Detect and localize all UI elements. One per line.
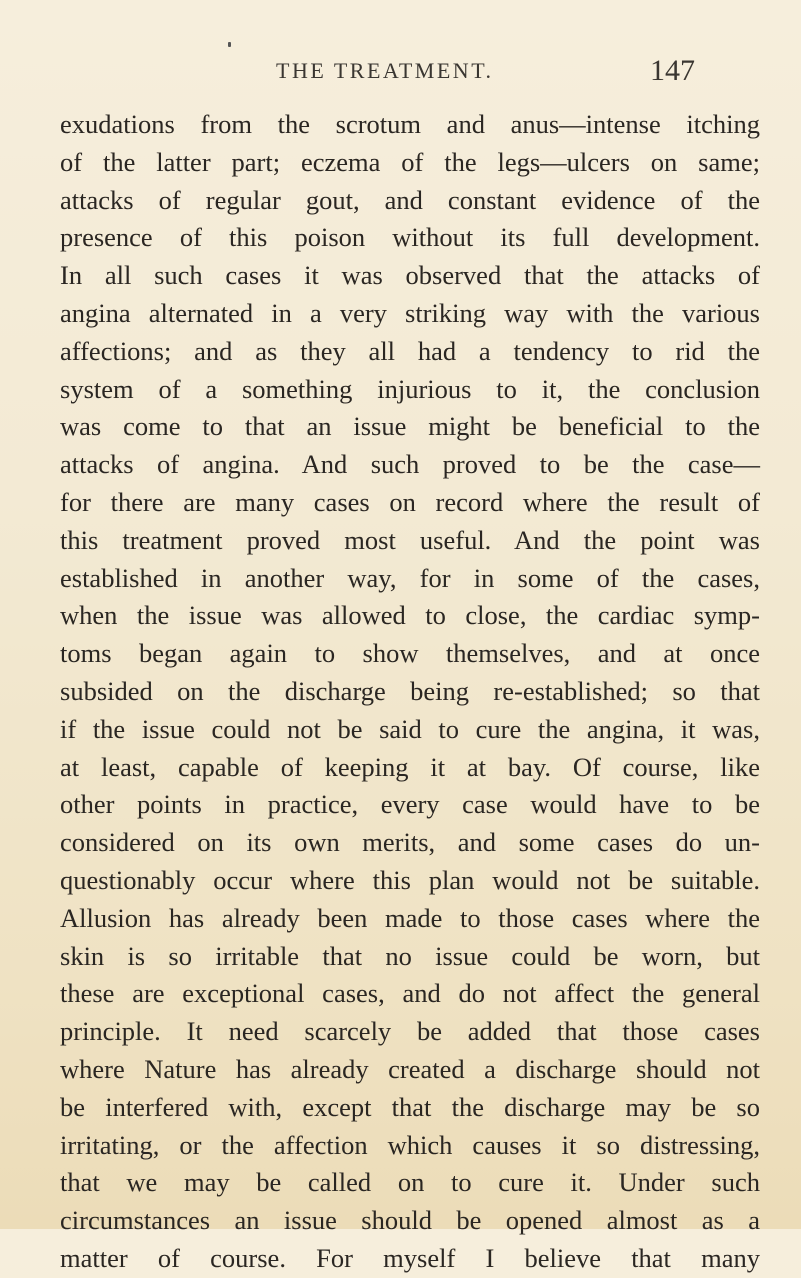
text-line: affections; and as they all had a tendency to rid the: [60, 335, 760, 366]
text-line: these are exceptional cases, and do not affect the general: [60, 978, 760, 1009]
page-number: 147: [650, 54, 695, 87]
text-line: skin is so irritable that no issue could be worn, but: [60, 940, 760, 971]
text-line: system of a something injurious to it, the conclusion: [60, 373, 760, 404]
print-speck: [228, 42, 231, 47]
text-line: questionably occur where this plan would not be suitable.: [60, 864, 760, 895]
text-line: principle. It need scarcely be added that those cases: [60, 1016, 760, 1047]
body-text: [60, 106, 760, 1278]
text-line: subsided on the discharge being re-established; so that: [60, 675, 760, 706]
text-line: that we may be called on to cure it. Under such: [60, 1167, 760, 1198]
text-line: attacks of angina. And such proved to be the case—: [60, 449, 760, 480]
text-line: angina alternated in a very striking way with the various: [60, 297, 760, 328]
text-line: if the issue could not be said to cure the angina, it was,: [60, 713, 760, 744]
text-line: presence of this poison without its full development.: [60, 222, 760, 253]
text-line: was come to that an issue might be beneficial to the: [60, 411, 760, 442]
text-line: considered on its own merits, and some cases do un-: [60, 827, 760, 858]
text-line: matter of course. For myself I believe that many: [60, 1242, 760, 1273]
text-line: exudations from the scrotum and anus—intense itching: [60, 109, 760, 139]
text-line: for there are many cases on record where the result of: [60, 486, 760, 517]
text-line: In all such cases it was observed that the attacks of: [60, 260, 760, 291]
text-line: this treatment proved most useful. And the point was: [60, 524, 760, 555]
text-line: be interfered with, except that the discharge may be so: [60, 1091, 760, 1122]
text-line: Allusion has already been made to those cases where the: [60, 902, 760, 933]
text-line: established in another way, for in some of the cases,: [60, 562, 760, 593]
text-line: other points in practice, every case would have to be: [60, 789, 760, 820]
page-header: [0, 54, 801, 94]
text-line: when the issue was allowed to close, the cardiac symp-: [60, 600, 760, 631]
text-line: attacks of regular gout, and constant evidence of the: [60, 184, 760, 215]
text-line: circumstances an issue should be opened almost as a: [60, 1205, 760, 1236]
text-line: where Nature has already created a discharge should not: [60, 1053, 760, 1084]
text-line: at least, capable of keeping it at bay. Of course, like: [60, 751, 760, 782]
text-line: of the latter part; eczema of the legs—ulcers on same;: [60, 146, 760, 177]
text-line: toms began again to show themselves, and at once: [60, 638, 760, 669]
running-title: THE TREATMENT.: [276, 58, 494, 83]
text-line: irritating, or the affection which causes it so distressing,: [60, 1129, 760, 1160]
